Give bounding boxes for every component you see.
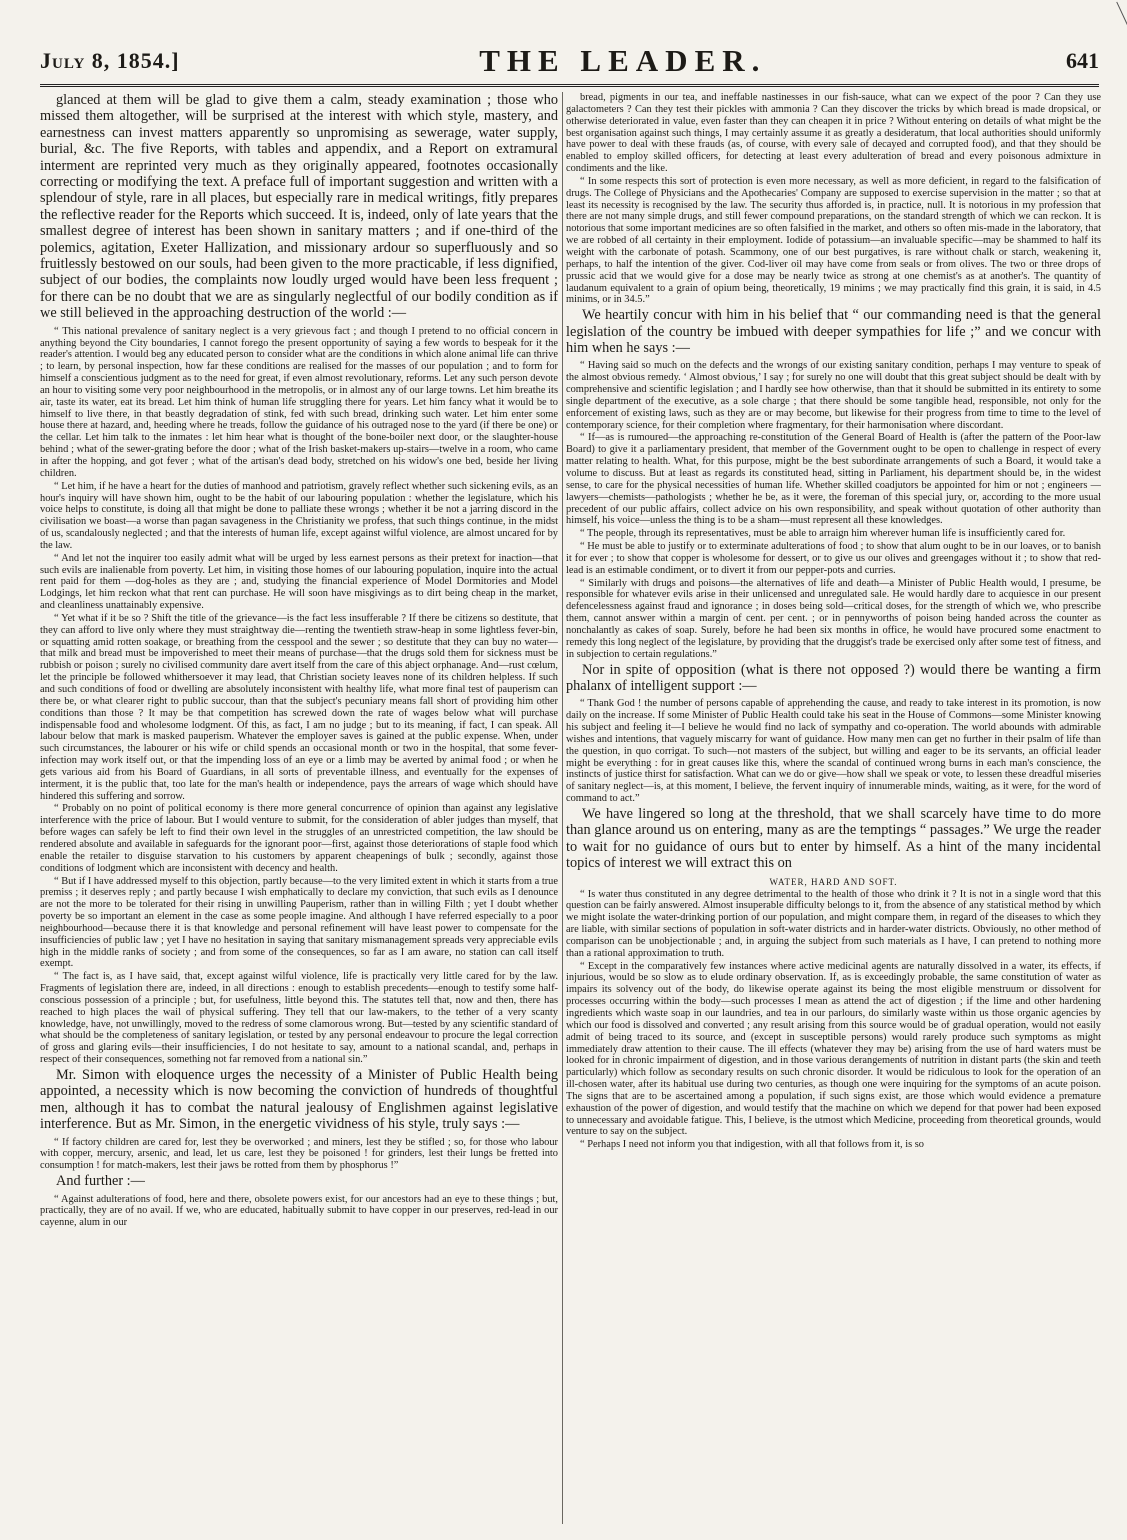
page-header (40, 38, 1099, 87)
quoted-paragraph: “ Let him, if he have a heart for the duties of manhood and patriotism, gravely reflect whether such sickening evils, as an hour's inquiry will have shown him, ought to be the habit of our labouring population : whether the legislature, which his voice helps to constitute, is doing all that might be done to palliate these wrongs ; whether it be not a jarring discord in the civilisation we boast—a worse than pagan savageness in the Christianity we profess, that such things continue, in the midst of us, scandalously neglected ; and that the interests of human life, except against wilful violence, are almost uncared for by the law. (40, 480, 558, 551)
quoted-paragraph: “ Similarly with drugs and poisons—the alternatives of life and death—a Minister of Public Health would, I presume, be responsible for whatever evils arise in their unlicensed and unregulated sale. He would hardly dare to acquiesce in our present defencelessness against fraud and ignorance ; in doses being sold—critical doses, for the strength of which we, who prescribe them, cannot answer within a margin of cent. per cent. ; or in pennyworths of poison being handed across the counter as nonchalantly as cakes of soap. Surely, before he had been six months in office, he would have procured some enactment to remedy this long neglect of the legislature, by providing that the druggist's trade be exercised only after some test of fitness, and in subjection to certain regulations.” (566, 577, 1101, 660)
body-paragraph: We have lingered so long at the threshold, that we shall scarcely have time to do more than glance around us on entering, many as are the temptings “ passages.” We urge the reader to wait for no guidance of ours but to enter by himself. As a hint of the many incidental topics of interest we will extract this on (566, 805, 1101, 872)
body-paragraph: Nor in spite of opposition (what is there not opposed ?) would there be wanting a firm phalanx of intelligent support :— (566, 661, 1101, 694)
page-number: 641 (1065, 48, 1099, 73)
issue-date: July 8, 1854.] (40, 48, 180, 73)
quoted-paragraph: “ Having said so much on the defects and the wrongs of our existing sanitary condition, perhaps I may venture to speak of the almost obvious remedy. ‘ Almost obvious,’ I say ; for surely no one will doubt that this great subject should be dealt with by comprehensive and scientific legislation ; and I hardly see how otherwise, than that it should be submitted in its entirety to some single department of the executive, as a sole charge ; that there should be some tangible head, responsible, not only for the enforcement of existing laws, such as they are or may become, but likewise for their progress from time to time to the level of contemporary science, for their completion where fragmentary, for their harmonisation where discordant. (566, 360, 1101, 431)
quoted-paragraph: “ But if I have addressed myself to this objection, partly because—to the very limited extent in which it starts from a true premiss ; it deserves reply ; and partly because I wish emphatically to declare my conviction, that such evils as I denounce are not the more to be tolerated for their rising in unwilling Pauperism, rather than in willing Filth ; yet I doubt whether poverty be so important an element in the case as some people imagine. And although I have referred especially to a poor neighbourhood—because there it is that knowledge and personal refinement will have least power to compensate for the insufficiencies of public law ; yet I have no hesitation in saying that sanitary mismanagement spreads very appreciable evils high in the middle ranks of society ; and from some of the consequences, so far as I am aware, no station can call itself exempt. (40, 875, 558, 970)
quoted-paragraph: “ Yet what if it be so ? Shift the title of the grievance—is the fact less insufferable ? If there be citizens so destitute, that they can afford to live only where they must straightway die—renting the twentieth straw-heap in some lightless fever-bin, or squatting amid rotten soakage, or breathing from the cesspool and the sewer ; so destitute that they can buy no water—that milk and bread must be impoverished to meet their means of purchase—that the drugs sold them for sickness must be rubbish or poison ; surely no civilised community dare avert itself from the care of this abject orphanage. And—rust cœlum, let the principle be followed whithersoever it may lead, that Christian society leaves none of its children helpless. If such and such conditions of food or dwelling are absolutely inconsistent with healthy life, what more final test of pauperism can there be, or what clearer right to public succour, than that the subject's pecuniary means fall short of providing him other conditions than those ? It may be that competition has screwed down the rate of wages below what will purchase indispensable food and wholesome lodgment. Of this, as fact, I am no judge ; but to its meaning, if fact, I can speak. All labour below that mark is masked pauperism. Whatever the employer saves is gained at the public expense. When, under such circumstances, the labourer or his wife or child spends an occasional month or two in the hospital, that some fever-infection may work itself out, or that the impending loss of an eye or a limb may be averted by animal food ; or when he gets various aid from his Board of Guardians, in all sorts of preventable illness, and eventually for the expenses of interment, it is the public that, too late for the man's health or independence, pays the arrears of wage which should have hindered this suffering and sorrow. (40, 612, 558, 802)
body-paragraph: And further :— (56, 1173, 145, 1190)
masthead-title: THE LEADER. (479, 43, 767, 78)
quoted-paragraph: “ Against adulterations of food, here and there, obsolete powers exist, for our ancestors had an eye to these things ; but, practically, they are of no avail. If we, who are educated, habitually submit to have copper in our preserves, red-lead in our cayenne, alum in our (40, 1193, 558, 1229)
quoted-paragraph: “ Probably on no point of political economy is there more general concurrence of opinion than against any legislative interference with the price of labour. But I would venture to submit, for the consideration of abler judges than myself, that before wages can safely be left to find their own level in the struggles of an unrestricted competition, the law should be rendered absolute and available in safeguards for the ignorant poor—first, against those deteriorations of staple food which enable the retailer to disguise starvation to his customers by apparent cheapenings of bulk ; secondly, against those conditions of lodgment which are inconsistent with decency and health. (40, 803, 558, 874)
quoted-paragraph: “ This national prevalence of sanitary neglect is a very grievous fact ; and though I pretend to no official concern in anything beyond the City boundaries, I cannot forego the present opportunity of saying a few words to bespeak for it the reader's attention. I would beg any educated person to consider what are the conditions in which alone animal life can thrive ; to learn, by personal inspection, how far these conditions are realised for the masses of our population ; and to form for himself a conscientious judgment as to the need for great, if even almost revolutionary, reforms. Let any such person devote an hour to visiting some very poor neighbourhood in the metropolis, or in almost any of our large towns. Let him breathe its air, taste its water, eat its bread. Let him think of human life struggling there for years. Let him fancy what it would be to himself to live there, in that beastly degradation of stink, fed with such bread, drinking such water. Let him enter some house there at hazard, and, heeding where he treads, follow the guidance of his outraged nose to the yard (if there be one) or the cellar. Let him talk to the inmates : let him hear what is thought of the bone-boiler next door, or the slaughter-house behind ; what of the sewer-grating before the door ; what of the Irish basket-makers up-stairs—twelve in a room, who came in after the hopping, and got fever ; what of the artisan's dead body, stretched on his widow's one bed, beside her living children. (40, 325, 558, 479)
right-column (566, 92, 1101, 1532)
body-paragraph: glanced at them will be glad to give them a calm, steady examination ; those who missed them altogether, will be surprised at the interest with which style, mastery, and earnestness can invest matters apparently so unpromising as sewerage, water supply, burial, &c. The five Reports, with tables and appendix, and a Report on extramural interment are reprinted very much as they originally appeared, footnotes occasionally correcting or modifying the text. A preface full of important suggestion and written with a splendour of style, rare in all places, but especially rare in medical writings, fitly prepares the reflective reader for the Reports which succeed. It is, indeed, only of late years that the smallest degree of interest has been shown in sanitary matters ; and if one-third of the polemics, agitation, Exeter Hallization, and missionary ardour so superfluously and so fruitlessly bestowed on our souls, had been given to the more practicable, if less dignified, subject of our bodies, the complaints now loudly urged would have been less frequent ; for there can be no doubt that we are as singularly neglectful of our bodily condition as if we still believed in the approaching destruction of the world :— (40, 92, 558, 322)
body-paragraph: Mr. Simon with eloquence urges the necessity of a Minister of Public Health being appointed, a necessity which is now becoming the conviction of hundreds of thoughtful men, although it has to combat the natural jealousy of Englishmen against legislative interference. But as Mr. Simon, in the energetic vividness of his style, truly says :— (40, 1067, 558, 1133)
margin-mark (1111, 2, 1127, 29)
column-divider (562, 92, 563, 1524)
quoted-paragraph: “ The fact is, as I have said, that, except against wilful violence, life is practically very little cared for by the law. Fragments of legislation there are, indeed, in all directions : enough to establish precedents—enough to testify some half-conscious possession of a principle ; but, for usefulness, little beyond this. The statutes tell that, now and then, there has reached to high places the wail of physical suffering. They tell that our law-makers, to the tether of a very scanty knowledge, have, not unwillingly, moved to the redress of some clamorous wrong. But—tested by any scientific standard of what should be the completeness of sanitary legislation, or tested by any personal endeavour to procure the legal correction of gross and glaring evils—their insufficiencies, I do not hesitate to say, amount to a national scandal, and, perhaps in respect of their consequences, something not far removed from a national sin.” (40, 971, 558, 1066)
quoted-paragraph: “ If—as is rumoured—the approaching re-constitution of the General Board of Health is (after the pattern of the Poor-law Board) to give it a parliamentary president, that member of the Government ought to be open to challenge in respect of every matter relating to health. What, for this purpose, might be the best subordinate arrangements of such a Board, it would take a volume to discuss. But at least as regards its constituted head, sitting in Parliament, his department should be, in the widest sense, to care for the physical necessities of human life. Whether skilled coadjutors be appointed for him or not ; engineers —lawyers—chemists—pathologists ; whether he be, as it were, the foreman of this special jury, or, according to the more usual precedent of our public affairs, collect advice on his own responsibility, and speak without quotation of other authority than himself, his voice—unless the thing is to be a sham—must represent all these knowledges. (566, 432, 1101, 527)
quoted-paragraph: “ The people, through its representatives, must be able to arraign him wherever human life is insufficiently cared for. (580, 528, 1066, 540)
quoted-paragraph: “ He must be able to justify or to exterminate adulterations of food ; to show that alum ought to be in our loaves, or to banish it for ever ; to show that copper is wholesome for dessert, or to give us our olives and greengages without it ; to show that red-lead is an estimable condiment, or to divert it from our pepper-pots and curries. (566, 541, 1101, 576)
section-subheading: WATER, HARD AND SOFT. (769, 876, 898, 887)
quoted-paragraph: “ Except in the comparatively few instances where active medicinal agents are naturally dissolved in a water, its effects, if injurious, would be so slow as to elude ordinary observation. If, as is exceedingly probable, the same constitution of water as impairs its solvency out of the body, do likewise operate against its being the most eligible menstruum or dissolvent for processes occurring within the body—such processes I mean as attend the act of digestion ; if the lime and other hardening ingredients which waste soap in our laundries, and tea in our parlours, do similarly waste within us those organic agencies by which our food is dissolved and converted ; any result arising from this source would be of gradual operation, would not easily admit of being traced to its source, and (except in susceptible persons) would rarely produce such symptoms as might immediately draw attention to their cause. The ill effects (whatever they may be) arising from the use of hard waters must be looked for in chronic impairment of digestion, and in those various derangements of nutrition in distant parts (the skin and teeth particularly) which follow as secondary results on such chronic disorder. It would be ridiculous to look for the operation of an ill-chosen water, after its habitual use during two centuries, as though one were inquiring for the symptoms of an acute poison. The signs that are to be ascertained among a population, if such signs exist, are those which would evidence a premature exhaustion of the power of digestion, and would testify that the machine on which we depend for that power had been exposed to unnecessary and avoidable fatigue. This, I believe, is the utmost which Medicine, proceeding from theoretical grounds, would venture to say on the subject. (566, 960, 1101, 1138)
quoted-paragraph: “ If factory children are cared for, lest they be overworked ; and miners, lest they be stifled ; so, for those who labour with copper, mercury, arsenic, and lead, let us care, lest they be poisoned ! for grinders, lest their lungs be fretted into consumption ! for match-makers, lest their jaws be rotted from them by phosphorus !” (40, 1136, 558, 1172)
left-column (40, 92, 558, 1532)
quoted-paragraph: “ Is water thus constituted in any degree detrimental to the health of those who drink it ? It is not in a single word that this question can be fairly answered. Almost insuperable difficulty belongs to it, from the absence of any statistical method by which we might isolate the water-drinking portion of our population, and might compare them, in regard of the diseases to which they are liable, with similar sections of population in soft-water districts and in harder-water districts. Obviously, no other method of comparison can be unobjectionable ; and, in arguing the subject from such materials as I have, I can pretend to nothing more than a rational approximation to truth. (566, 888, 1101, 959)
body-paragraph: We heartily concur with him in his belief that “ our commanding need is that the general legislation of the country be imbued with deeper sympathies for life ;” and we concur with him when he says :— (566, 307, 1101, 356)
quoted-paragraph: bread, pigments in our tea, and ineffable nastinesses in our fish-sauce, what can we expect of the poor ? Can they use galactometers ? Can they test their pickles with ammonia ? Can they discover the tricks by which bread is made dropsical, or otherwise deteriorated in value, even faster than they can cheapen it in price ? Without entering on details of what might be the best organisation against such things, I may certainly assume it as greatly a desideratum, that local authorities should uniformly have power to deal with these frauds (as, of course, with every sale of decayed and corrupted food), and that they should be enabled to employ skilled officers, for detecting at least every adulteration of bread and every poisonous admixture in condiments and the like. (566, 92, 1101, 175)
quoted-paragraph: “ And let not the inquirer too easily admit what will be urged by less earnest persons as their pretext for inaction—that such evils are inalienable from poverty. Let him, in visiting those homes of our labouring population, inquire into the actual rent paid for them —dog-holes as they are ; and, studying the financial experience of Model Dormitories and Model Lodgings, let him reckon what that rent can purchase. He will soon have misgivings as to dirt being cheap in the market, and cleanliness unattainably expensive. (40, 552, 558, 612)
quoted-paragraph: “ In some respects this sort of protection is even more necessary, as well as more deficient, in regard to the falsification of drugs. The College of Physicians and the Apothecaries' Company are supposed to exercise supervision in the matter ; so that at least its necessity is recognised by the law. The security thus afforded is, in practice, null. It is notorious in my profession that there are not many simple drugs, and still fewer compound preparations, on the standard strength of which we can reckon. It is notorious that some important medicines are so often falsified in the market, and others so often mis-made in the laboratory, that we are robbed of all certainty in their employment. Iodide of potassium—an invaluable specific—may be shammed to half its weight with the carbonate of potash. Scammony, one of our best purgatives, is rare without chalk or starch, weakening it, perhaps, to half the intention of the giver. Cod-liver oil may have come from seals or from olives. The two or three drops of prussic acid that we would give for a dose may be nearly twice as strong at one chemist's as at another's. The quantity of laudanum equivalent to a grain of opium being, theoretically, 19 minims ; we may practically find this grain, it is said, in 4.5 minims, or in 34.5.” (566, 175, 1101, 306)
quoted-paragraph: “ Thank God ! the number of persons capable of apprehending the cause, and ready to take interest in its promotion, is now daily on the increase. If some Minister of Public Health could take his seat in the House of Commons—some Minister knowing his subject and feeling it—I believe he would find no lack of sympathy and co-operation. The world abounds with admirable wishes and intentions, that vaguely miscarry for want of guidance. How many men can get no further in their psalm of life than the question, in quo corrigat. To such—not masters of the subject, but willing and eager to be its servants, an official leader might be everything : for in great causes like this, where the scandal of continued wrong burns in each man's conscience, the instincts of justice thirst for satisfaction. What can we do or give—how shall we speak or vote, to lessen these dreadful miseries of sanitary neglect—is, at this moment, I believe, the fervent inquiry of innumerable minds, waiting, as it were, for the word of command to act.” (566, 698, 1101, 805)
quoted-paragraph: “ Perhaps I need not inform you that indigestion, with all that follows from it, is so (580, 1139, 924, 1151)
